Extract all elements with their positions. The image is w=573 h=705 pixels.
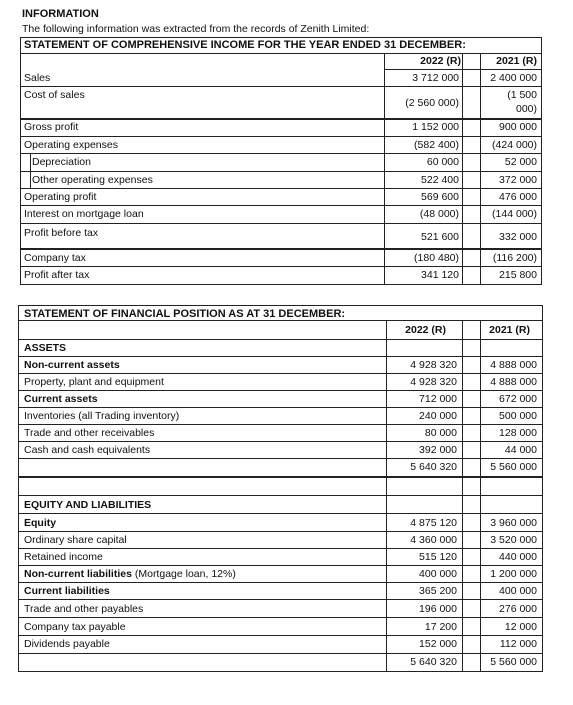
value-2021: 52 000 bbox=[504, 156, 537, 168]
divider bbox=[18, 407, 543, 408]
row-label: Inventories (all Trading inventory) bbox=[24, 410, 180, 422]
divider bbox=[18, 653, 543, 654]
divider bbox=[18, 390, 543, 391]
value-2022: 392 000 bbox=[419, 444, 457, 456]
value-2021: 332 000 bbox=[499, 231, 537, 243]
value-2021: 476 000 bbox=[499, 191, 537, 203]
financial-position-heading: STATEMENT OF FINANCIAL POSITION AS AT 31 DECEMBER: bbox=[24, 308, 346, 320]
col-header-2021: 2021 (R) bbox=[489, 324, 530, 336]
divider bbox=[18, 320, 543, 321]
row-label: Equity bbox=[24, 517, 57, 529]
value-2022: 1 152 000 bbox=[412, 121, 459, 133]
value-2022: 569 600 bbox=[421, 191, 459, 203]
divider bbox=[384, 69, 542, 70]
value-2021: 440 000 bbox=[499, 551, 537, 563]
divider bbox=[18, 441, 543, 442]
value-2021: (144 000) bbox=[492, 208, 537, 220]
divider bbox=[18, 582, 543, 583]
col-divider bbox=[384, 53, 385, 285]
value-2021: 672 000 bbox=[499, 393, 537, 405]
divider bbox=[18, 565, 543, 566]
value-2021: 900 000 bbox=[499, 121, 537, 133]
divider bbox=[20, 171, 542, 172]
row-label bbox=[24, 568, 236, 580]
col-divider bbox=[480, 53, 481, 285]
value-2021: 2 400 000 bbox=[490, 72, 537, 84]
value-2021: 215 800 bbox=[499, 269, 537, 281]
value-2021: 276 000 bbox=[499, 603, 537, 615]
value-2021: (1 500 bbox=[507, 89, 537, 101]
row-label: Non-current assets bbox=[24, 359, 120, 371]
value-2021: 4 888 000 bbox=[490, 359, 537, 371]
value-2022: 60 000 bbox=[426, 156, 459, 168]
value-2022: 4 875 120 bbox=[410, 517, 457, 529]
col-header-2022: 2022 (R) bbox=[420, 55, 461, 67]
divider bbox=[18, 531, 543, 532]
value-2021: 1 200 000 bbox=[490, 568, 537, 580]
value-2021: (116 200) bbox=[492, 252, 537, 264]
row-label: Trade and other payables bbox=[24, 603, 144, 615]
divider bbox=[20, 248, 542, 250]
row-label: Depreciation bbox=[32, 156, 91, 168]
divider bbox=[20, 223, 542, 224]
col-header-2021: 2021 (R) bbox=[496, 55, 537, 67]
intro-text: The following information was extracted from the records of Zenith Limited: bbox=[22, 23, 370, 35]
divider bbox=[20, 188, 542, 189]
divider bbox=[18, 458, 543, 459]
value-2022: 196 000 bbox=[419, 603, 457, 615]
value-2022: 365 200 bbox=[419, 585, 457, 597]
divider bbox=[18, 635, 543, 636]
divider bbox=[18, 476, 543, 478]
row-label: Profit after tax bbox=[24, 269, 90, 281]
divider bbox=[20, 266, 542, 267]
value-2022: (180 480) bbox=[414, 252, 459, 264]
col-divider bbox=[30, 153, 31, 188]
page-title: INFORMATION bbox=[22, 8, 99, 20]
value-2022: 400 000 bbox=[419, 568, 457, 580]
row-label: Operating expenses bbox=[24, 139, 118, 151]
row-label: Cost of sales bbox=[24, 89, 85, 101]
divider bbox=[18, 513, 543, 514]
row-label: Cash and cash equivalents bbox=[24, 444, 151, 456]
row-label: Trade and other receivables bbox=[24, 427, 155, 439]
value-2021: 4 888 000 bbox=[490, 376, 537, 388]
divider bbox=[18, 424, 543, 425]
row-label-rest: (Mortgage loan, 12%) bbox=[131, 568, 236, 580]
divider bbox=[18, 373, 543, 374]
divider bbox=[18, 495, 543, 496]
row-label: Retained income bbox=[24, 551, 103, 563]
total-eq-2022: 5 640 320 bbox=[410, 656, 457, 668]
total-assets-2022: 5 640 320 bbox=[410, 461, 457, 473]
divider bbox=[20, 53, 542, 54]
row-label: Profit before tax bbox=[24, 227, 99, 239]
row-label: Operating profit bbox=[24, 191, 97, 203]
row-label: Company tax payable bbox=[24, 621, 126, 633]
value-2022: 712 000 bbox=[419, 393, 457, 405]
assets-heading: ASSETS bbox=[24, 342, 67, 354]
row-label-bold: Non-current liabilities bbox=[24, 568, 132, 580]
row-label: Current assets bbox=[24, 393, 98, 405]
value-2022: (582 400) bbox=[414, 139, 459, 151]
divider bbox=[18, 339, 543, 340]
value-2021: 112 000 bbox=[499, 638, 537, 650]
divider bbox=[20, 118, 542, 120]
divider bbox=[18, 356, 543, 357]
row-label: Current liabilities bbox=[24, 585, 110, 597]
value-2022: 3 712 000 bbox=[412, 72, 459, 84]
value-2022: 341 120 bbox=[421, 269, 459, 281]
value-2021: 3 520 000 bbox=[490, 534, 537, 546]
divider bbox=[20, 153, 542, 154]
value-2021: 44 000 bbox=[504, 444, 537, 456]
value-2022: 4 928 320 bbox=[410, 376, 457, 388]
value-2022: 4 360 000 bbox=[410, 534, 457, 546]
value-2022: 521 600 bbox=[421, 231, 459, 243]
value-2022: 4 928 320 bbox=[410, 359, 457, 371]
row-label: Other operating expenses bbox=[32, 174, 153, 186]
value-2022: 522 400 bbox=[421, 174, 459, 186]
value-2022: (2 560 000) bbox=[405, 97, 459, 109]
value-2022: 17 200 bbox=[424, 621, 457, 633]
value-2021: 12 000 bbox=[504, 621, 537, 633]
divider bbox=[20, 205, 542, 206]
value-2021: (424 000) bbox=[492, 139, 537, 151]
divider bbox=[18, 617, 543, 618]
value-2021: 372 000 bbox=[499, 174, 537, 186]
divider bbox=[18, 599, 543, 600]
row-label: Gross profit bbox=[24, 121, 79, 133]
value-2021: 400 000 bbox=[499, 585, 537, 597]
col-divider bbox=[462, 53, 463, 285]
value-2022: 240 000 bbox=[419, 410, 457, 422]
value-2022: (48 000) bbox=[419, 208, 459, 220]
value-2022: 80 000 bbox=[424, 427, 457, 439]
value-2021: 500 000 bbox=[499, 410, 537, 422]
income-statement-heading: STATEMENT OF COMPREHENSIVE INCOME FOR THE YEAR ENDED 31 DECEMBER: bbox=[24, 39, 466, 51]
value-2021: 128 000 bbox=[499, 427, 537, 439]
row-label: Ordinary share capital bbox=[24, 534, 127, 546]
value-2022: 152 000 bbox=[419, 638, 457, 650]
row-label: Company tax bbox=[24, 252, 86, 264]
divider bbox=[18, 548, 543, 549]
divider bbox=[20, 136, 542, 137]
value-2021: 3 960 000 bbox=[490, 517, 537, 529]
row-label: Interest on mortgage loan bbox=[24, 208, 144, 220]
equity-liabilities-heading: EQUITY AND LIABILITIES bbox=[24, 499, 152, 511]
divider bbox=[20, 86, 542, 87]
row-label: Property, plant and equipment bbox=[24, 376, 164, 388]
total-eq-2021: 5 560 000 bbox=[490, 656, 537, 668]
row-label: Sales bbox=[24, 72, 51, 84]
total-assets-2021: 5 560 000 bbox=[490, 461, 537, 473]
col-header-2022: 2022 (R) bbox=[405, 324, 446, 336]
row-label: Dividends payable bbox=[24, 638, 110, 650]
value-2022: 515 120 bbox=[419, 551, 457, 563]
value-2021: 000) bbox=[515, 103, 537, 115]
